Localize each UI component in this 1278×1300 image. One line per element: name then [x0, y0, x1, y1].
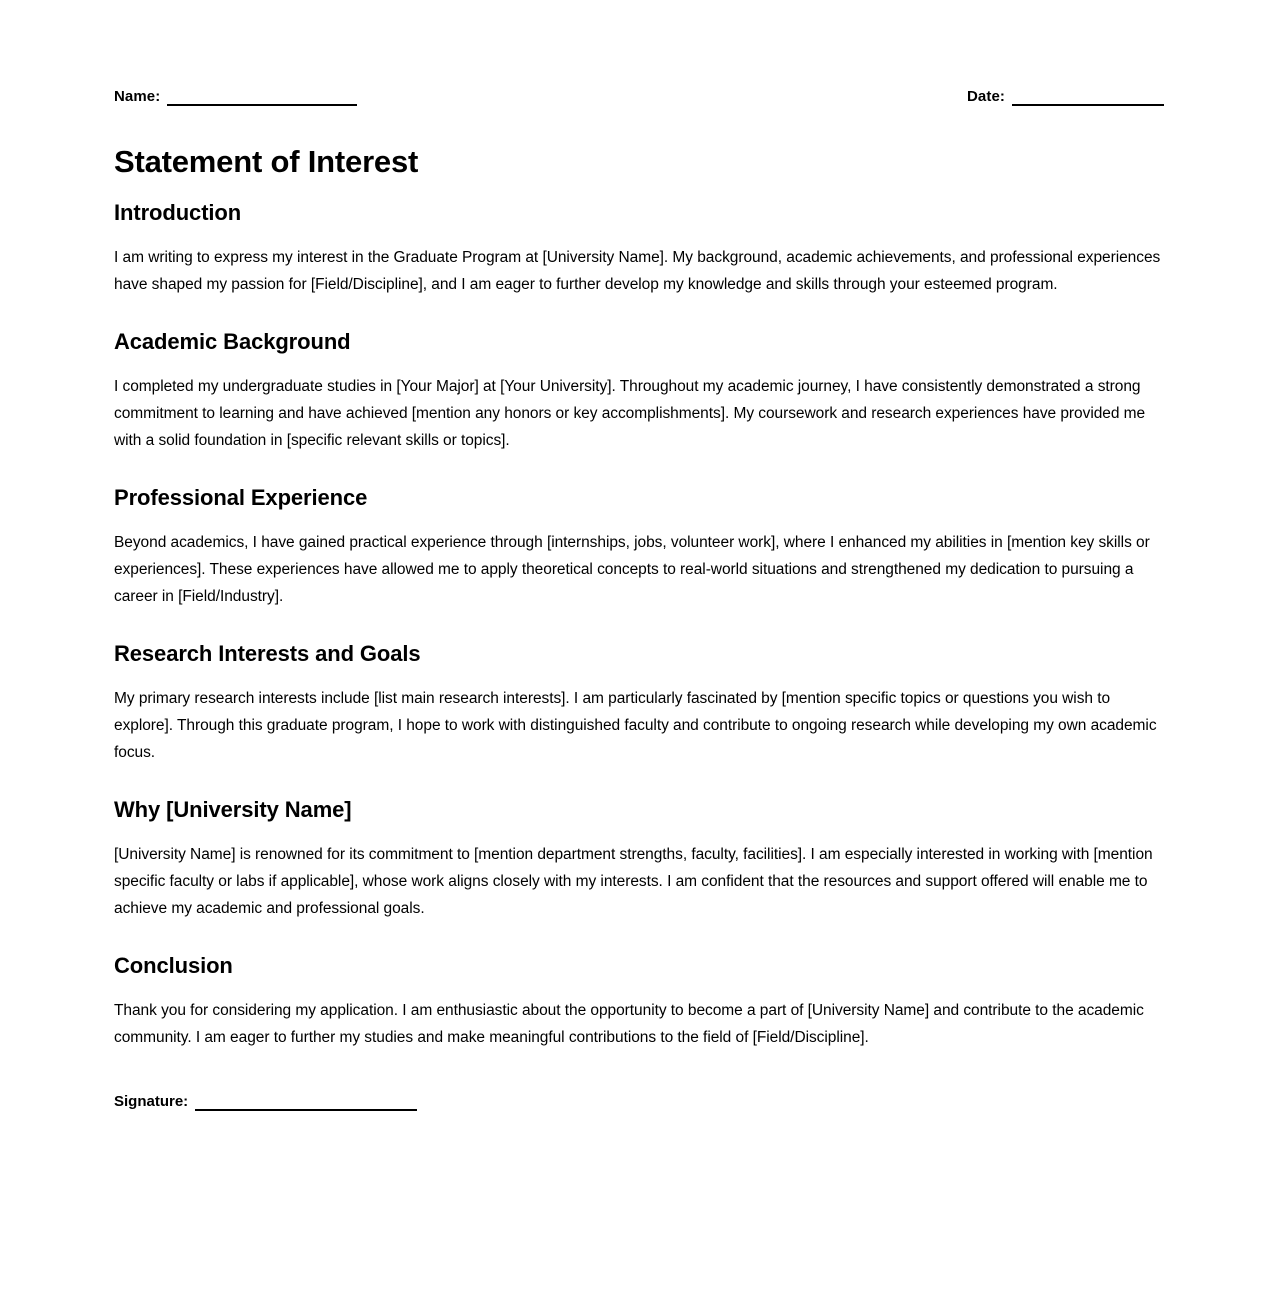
- section-introduction: [114, 200, 1161, 298]
- section-research-interests-and-goals: [114, 641, 1161, 766]
- page-title: Statement of Interest: [114, 144, 419, 179]
- section-paragraph: [University Name] is renowned for its commitment to [mention department strengths, faculty, facilities]. I am especially interested in working with [mention specific faculty or labs if applicable], whose work aligns closely with my interests. I am confident that the resources and support offered will enable me to achieve my academic and professional goals.: [114, 846, 1153, 917]
- section-paragraph: I completed my undergraduate studies in [Your Major] at [Your University]. Throughout my academic journey, I have consistently demonstrated a strong commitment to learning and have achieved [mention any honors or key accomplishments]. My coursework and research experiences have provided me with a solid foundation in [specific relevant skills or topics].: [114, 378, 1146, 449]
- signature-field[interactable]: [114, 1093, 417, 1111]
- section-heading: Why [University Name]: [114, 797, 352, 822]
- document-body: [114, 200, 1161, 1051]
- date-write-in-line[interactable]: [1012, 91, 1164, 106]
- section-heading: Academic Background: [114, 329, 351, 354]
- section-paragraph: Beyond academics, I have gained practical experience through [internships, jobs, volunteer work], where I enhanced my abilities in [mention key skills or experiences]. These experiences have allowed me to apply theoretical concepts to real-world situations and strengthened my dedication to pursuing a career in [Field/Industry].: [114, 534, 1150, 605]
- date-field[interactable]: [967, 88, 1164, 106]
- section-paragraph: I am writing to express my interest in the Graduate Program at [University Name]. My background, academic achievements, and professional experiences have shaped my passion for [Field/Discipline], and I am eager to further develop my knowledge and skills through your esteemed program.: [114, 249, 1161, 293]
- section-heading: Introduction: [114, 200, 242, 225]
- section-academic-background: [114, 329, 1161, 454]
- section-why-university: [114, 797, 1161, 922]
- section-professional-experience: [114, 485, 1161, 610]
- name-field[interactable]: [114, 88, 357, 106]
- name-label: Name:: [114, 88, 161, 105]
- date-label: Date:: [966, 88, 1005, 105]
- name-write-in-line[interactable]: [167, 91, 357, 106]
- signature-label: Signature:: [114, 1093, 189, 1110]
- section-paragraph: Thank you for considering my application. I am enthusiastic about the opportunity to become a part of [University Name] and contribute to the academic community. I am eager to further my studies and make meaningful contributions to the field of [Field/Discipline].: [114, 1002, 1144, 1046]
- section-heading: Conclusion: [114, 953, 233, 978]
- section-heading: Professional Experience: [114, 485, 368, 510]
- section-conclusion: [114, 953, 1161, 1051]
- section-paragraph: My primary research interests include [list main research interests]. I am particularly fascinated by [mention specific topics or questions you wish to explore]. Through this graduate program, I hope to work with distinguished faculty and contribute to ongoing research while developing my own academic focus.: [114, 690, 1157, 761]
- document-meta-row: [114, 88, 1164, 106]
- section-heading: Research Interests and Goals: [114, 641, 421, 666]
- signature-write-in-line[interactable]: [195, 1096, 417, 1111]
